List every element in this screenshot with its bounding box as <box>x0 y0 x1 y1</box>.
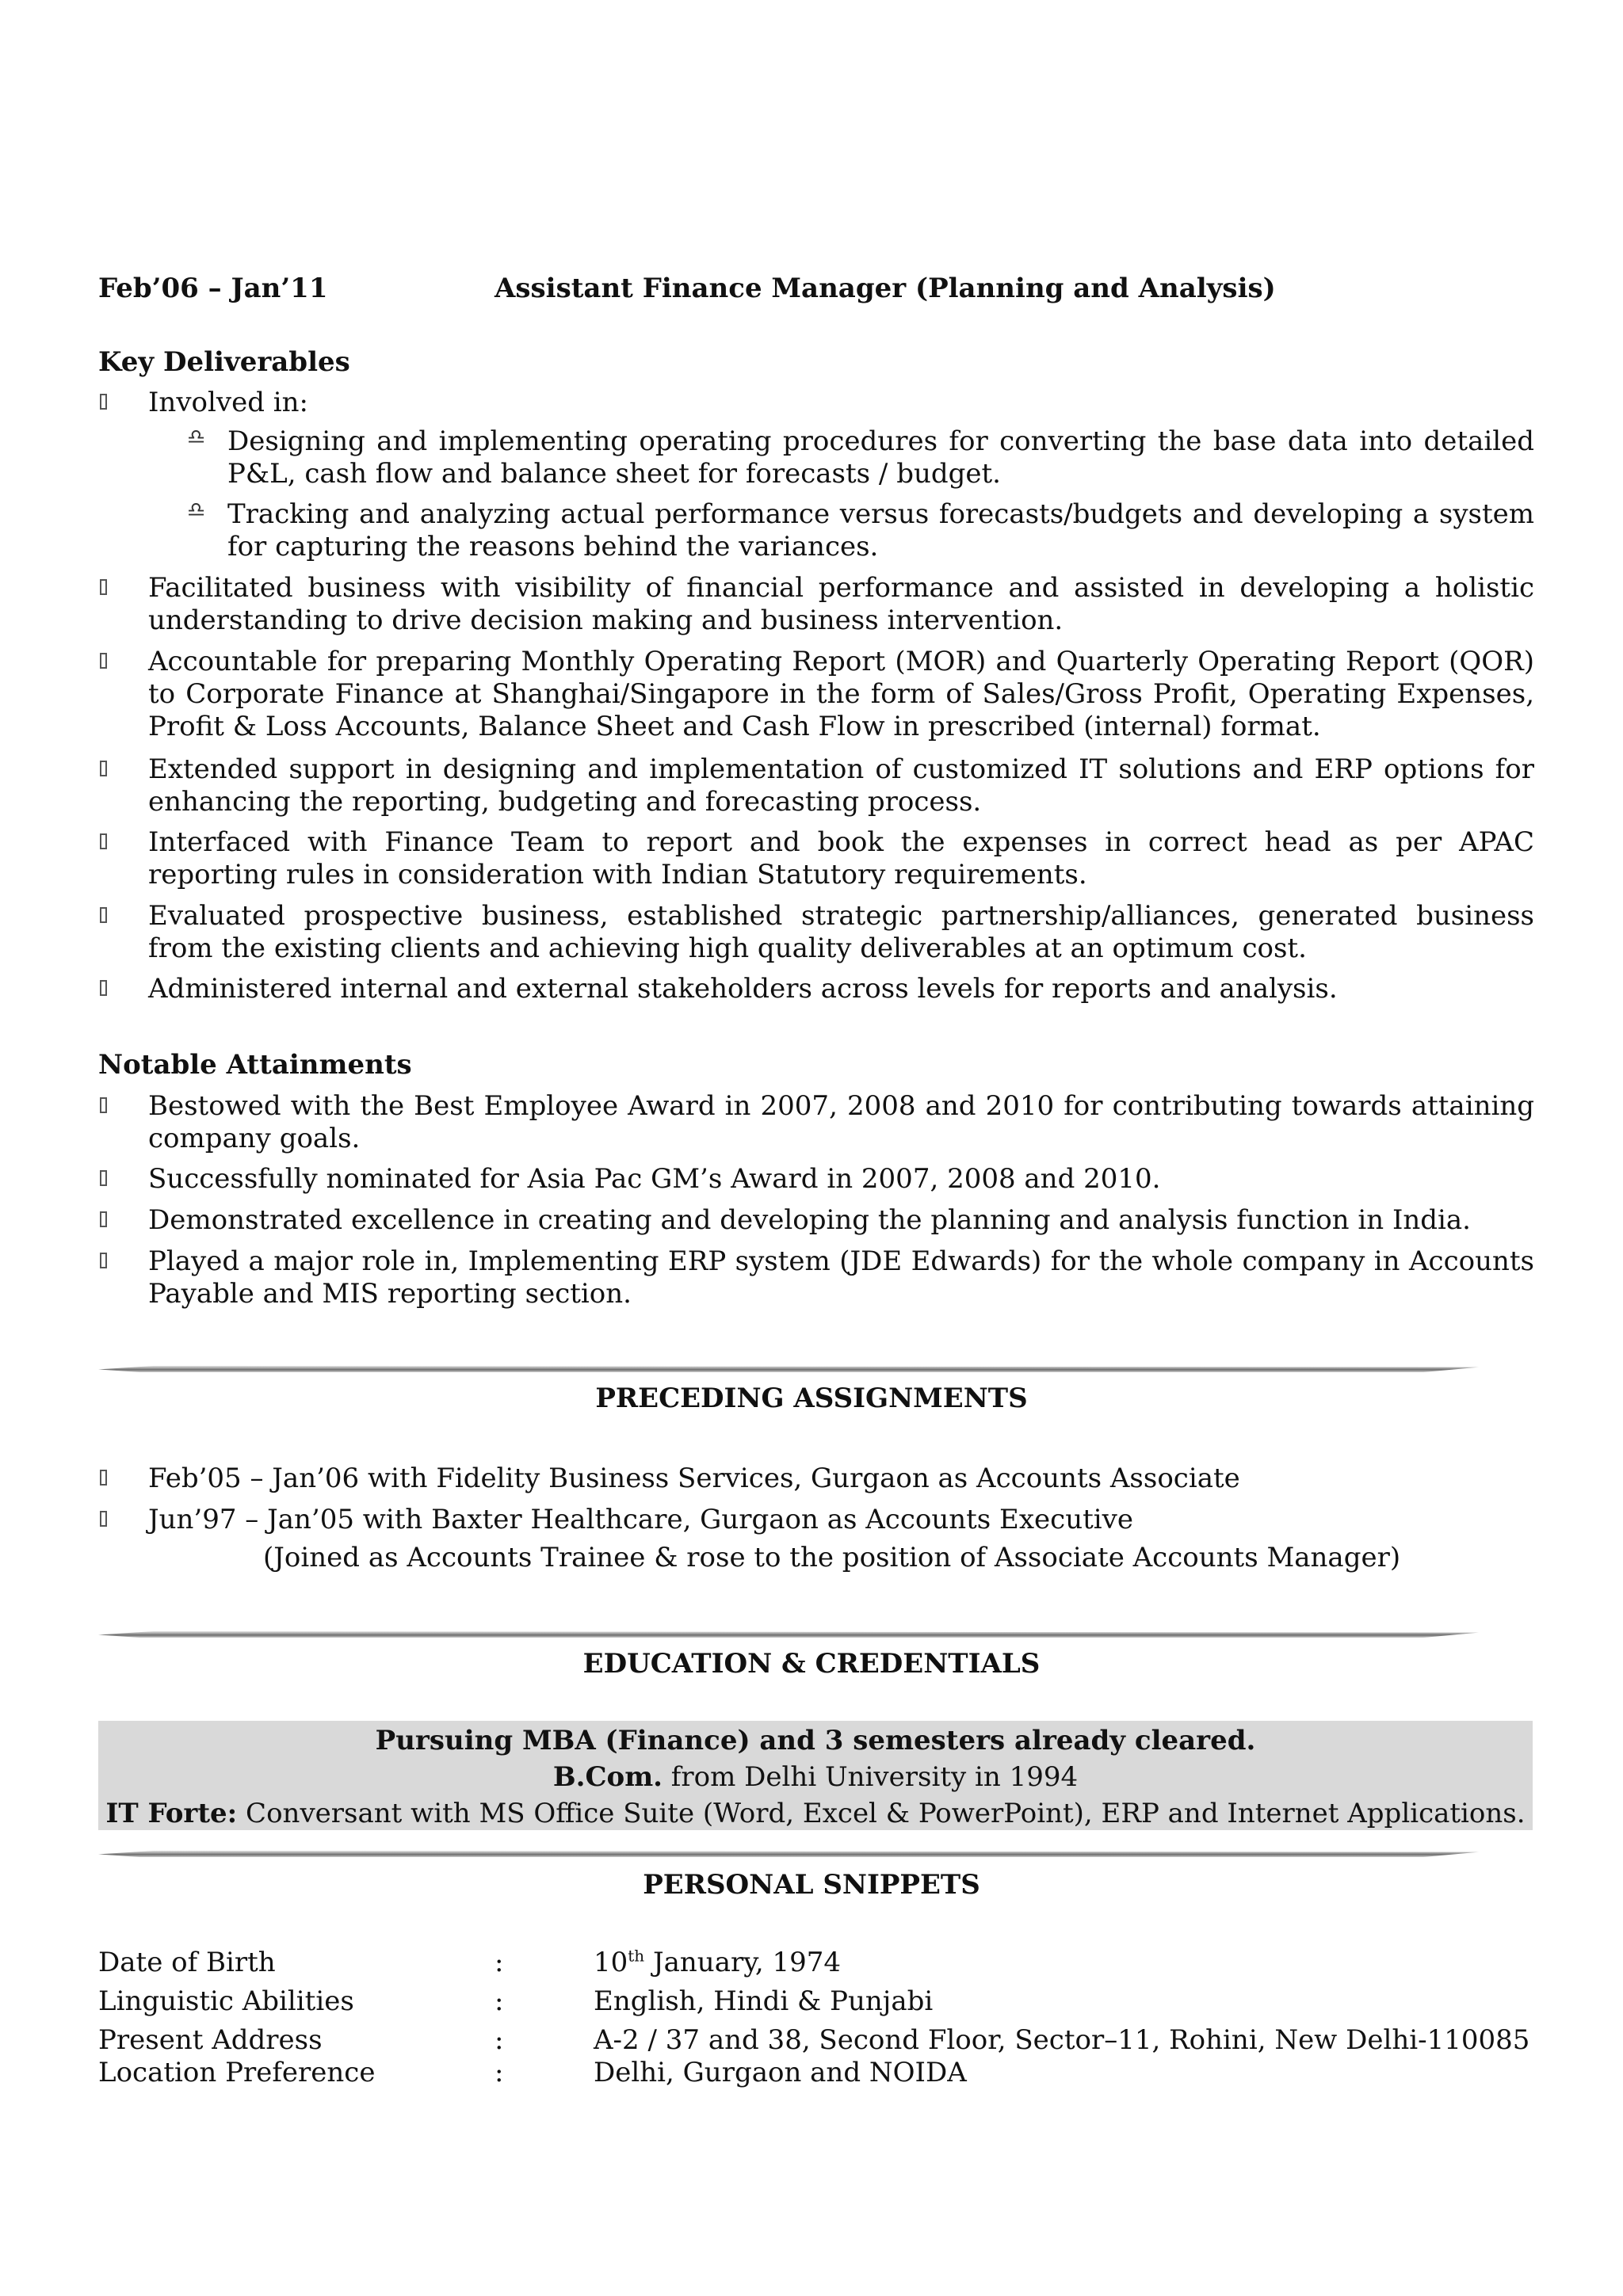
bullet-icon <box>100 392 107 414</box>
section-divider <box>98 1366 1479 1372</box>
education-box <box>98 1721 1533 1830</box>
bullet-icon <box>100 1251 107 1273</box>
key-deliverables-heading: Key Deliverables <box>98 346 350 378</box>
job-title: Assistant Finance Manager (Planning and Analysis) <box>495 273 1276 304</box>
involved-label: Involved in: <box>148 387 309 418</box>
preceding-heading: PRECEDING ASSIGNMENTS <box>595 1383 1028 1414</box>
dob-rest: January, 1974 <box>644 1947 842 1978</box>
bullet-icon <box>100 1096 107 1118</box>
attainment-item: Successfully nominated for Asia Pac GM’s Award in 2007, 2008 and 2010. <box>148 1163 1161 1195</box>
assignment-item: Jun’97 – Jan’05 with Baxter Healthcare, Gurgaon as Accounts Executive <box>148 1504 1133 1535</box>
bcom-label: B.Com. <box>552 1761 663 1793</box>
bullet-icon <box>100 906 107 928</box>
language-label: Linguistic Abilities <box>98 1985 354 2017</box>
location-label: Location Preference <box>98 2057 376 2088</box>
assignment-note: (Joined as Accounts Trainee & rose to the position of Associate Accounts Manager) <box>263 1542 1401 1573</box>
deliverable-item: Accountable for preparing Monthly Operating Report (MOR) and Quarterly Operating Report (QOR) to Corporate Finance at Shanghai/Singapore in the form of Sales/Gross Profit, Operating Expenses, Profit & Loss Accounts, Balance Sheet and Cash Flow in prescribed (internal) format. <box>148 646 1534 742</box>
bullet-icon <box>100 1468 107 1490</box>
sub-item: Designing and implementing operating procedures for converting the base data into detailed P&L, cash flow and balance sheet for forecasts / budget. <box>227 425 1534 490</box>
bullet-icon <box>100 651 107 673</box>
bullet-icon <box>100 978 107 1001</box>
address-value: A-2 / 37 and 38, Second Floor, Sector–11, Rohini, New Delhi-110085 <box>594 2024 1530 2056</box>
location-colon: : <box>495 2057 504 2088</box>
language-colon: : <box>495 1985 504 2017</box>
location-value: Delhi, Gurgaon and NOIDA <box>594 2057 967 2088</box>
dob-suffix: th <box>628 1946 645 1966</box>
education-bcom <box>98 1759 1533 1795</box>
sub-bullet-icon: ♎ <box>187 425 206 449</box>
section-divider <box>98 1631 1479 1638</box>
address-label: Present Address <box>98 2024 323 2056</box>
education-it <box>98 1795 1533 1832</box>
bullet-icon <box>100 1169 107 1191</box>
bullet-icon <box>100 1509 107 1531</box>
dob-colon: : <box>495 1947 504 1978</box>
education-mba: Pursuing MBA (Finance) and 3 semesters already cleared. <box>375 1725 1256 1756</box>
bullet-icon <box>100 578 107 600</box>
sub-item: Tracking and analyzing actual performance versus forecasts/budgets and developing a system for capturing the reasons behind the variances. <box>227 498 1534 563</box>
bullet-icon <box>100 759 107 781</box>
deliverable-item: Extended support in designing and implementation of customized IT solutions and ERP options for enhancing the reporting, budgeting and forecasting process. <box>148 753 1534 818</box>
bullet-icon <box>100 832 107 854</box>
bullet-icon <box>100 1210 107 1232</box>
deliverable-item: Administered internal and external stakeholders across levels for reports and analysis. <box>148 973 1338 1005</box>
deliverable-item: Facilitated business with visibility of financial performance and assisted in developing a holistic understanding to drive decision making and business intervention. <box>148 572 1534 636</box>
dob-day: 10 <box>594 1947 628 1978</box>
deliverable-item: Evaluated prospective business, established strategic partnership/alliances, generated business from the existing clients and achieving high quality deliverables at an optimum cost. <box>148 900 1534 964</box>
notable-attainments-heading: Notable Attainments <box>98 1049 412 1081</box>
dob-value <box>594 1947 841 1979</box>
dob-label: Date of Birth <box>98 1947 276 1978</box>
job-period: Feb’06 – Jan’11 <box>98 273 328 304</box>
language-value: English, Hindi & Punjabi <box>594 1985 934 2017</box>
section-divider <box>98 1851 1479 1857</box>
bcom-text: from Delhi University in 1994 <box>663 1761 1079 1793</box>
it-text: Conversant with MS Office Suite (Word, Excel & PowerPoint), ERP and Internet Applications. <box>237 1798 1526 1829</box>
education-heading: EDUCATION & CREDENTIALS <box>582 1648 1041 1680</box>
personal-heading: PERSONAL SNIPPETS <box>643 1869 980 1901</box>
it-label: IT Forte: <box>105 1798 238 1829</box>
attainment-item: Bestowed with the Best Employee Award in 2007, 2008 and 2010 for contributing towards attaining company goals. <box>148 1090 1534 1154</box>
deliverable-item: Interfaced with Finance Team to report and book the expenses in correct head as per APAC reporting rules in consideration with Indian Statutory requirements. <box>148 826 1534 891</box>
attainment-item: Demonstrated excellence in creating and developing the planning and analysis function in India. <box>148 1204 1471 1236</box>
sub-bullet-icon: ♎ <box>187 498 206 522</box>
address-colon: : <box>495 2024 504 2056</box>
assignment-item: Feb’05 – Jan’06 with Fidelity Business Services, Gurgaon as Accounts Associate <box>148 1463 1240 1494</box>
attainment-item: Played a major role in, Implementing ERP system (JDE Edwards) for the whole company in Accounts Payable and MIS reporting section. <box>148 1245 1534 1310</box>
